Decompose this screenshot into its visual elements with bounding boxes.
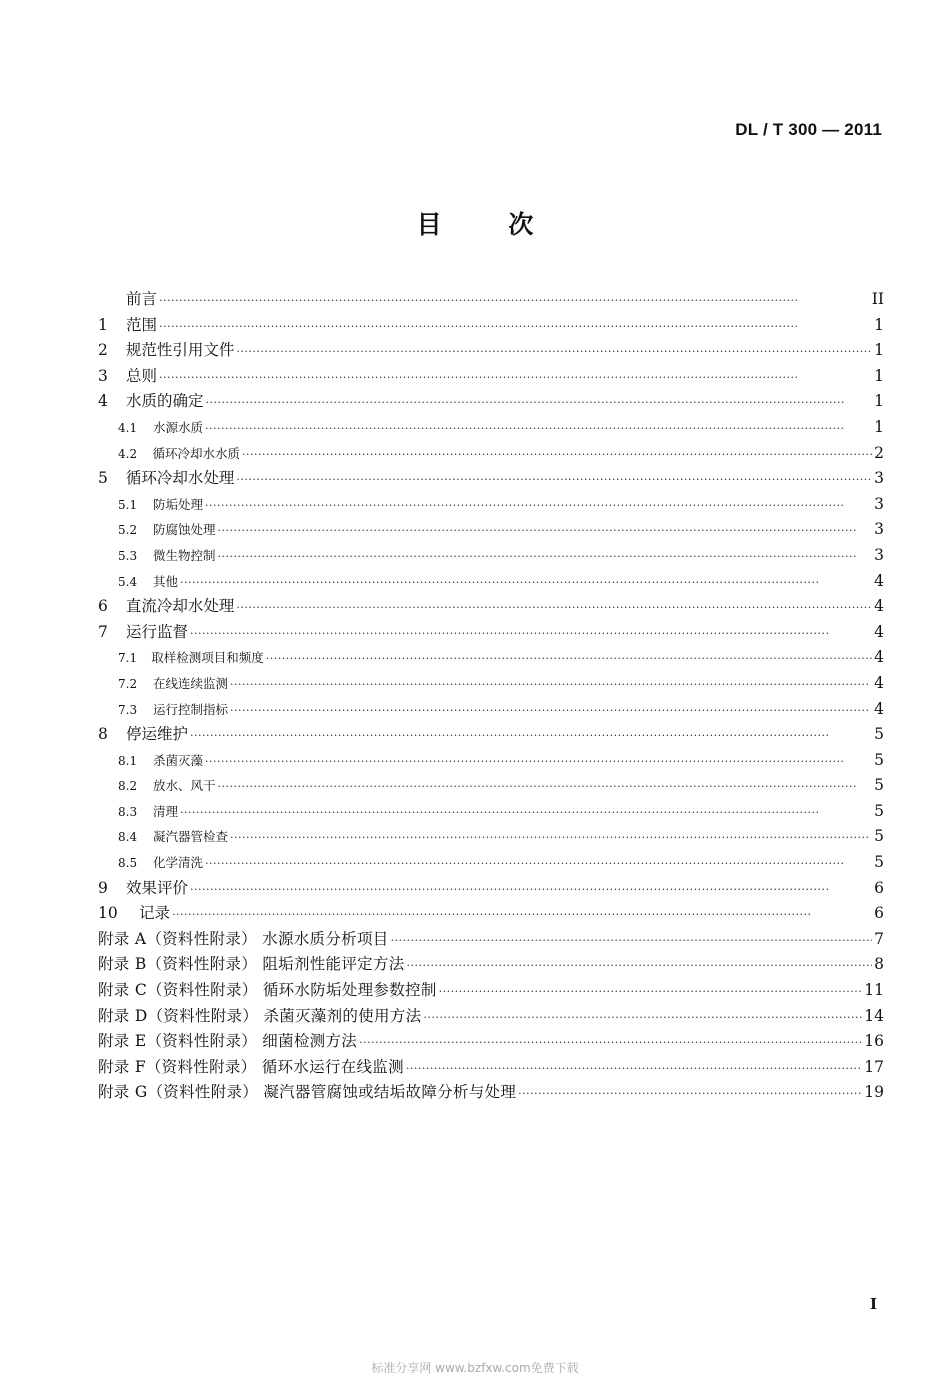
toc-entry[interactable] (98, 389, 884, 415)
toc-entry-page: 3 (874, 494, 884, 513)
toc-entry-number: 8.5 (118, 856, 138, 871)
toc-leader-dots (190, 723, 872, 749)
toc-entry-page: 1 (874, 341, 884, 360)
toc-entry[interactable] (98, 773, 884, 799)
toc-entry-page: 3 (874, 520, 884, 539)
toc-entry-label: 附录 A（资料性附录） 水源水质分析项目 (98, 929, 389, 948)
toc-entry-label: 附录 G（资料性附录） 凝汽器管腐蚀或结垢故障分析与处理 (98, 1083, 517, 1102)
toc-entry-number: 9 (98, 878, 108, 897)
toc-leader-dots (190, 877, 872, 903)
toc-entry-page: 5 (874, 801, 884, 820)
toc-entry[interactable] (98, 927, 884, 953)
toc-entry-label: 效果评价 (126, 878, 189, 897)
toc-entry-page: 4 (874, 648, 884, 667)
toc-entry-number: 1 (98, 315, 108, 334)
toc-entry-page: 17 (864, 1057, 884, 1076)
toc-entry-label: 其他 (153, 573, 179, 589)
toc-entry-page: 5 (874, 776, 884, 795)
toc-entry-page: II (871, 290, 884, 308)
page-title: 目 次 (416, 210, 534, 239)
toc-leader-dots (423, 1005, 862, 1031)
toc-entry[interactable] (98, 671, 884, 697)
toc-leader-dots (180, 570, 872, 596)
toc-leader-dots (205, 851, 872, 877)
toc-entry-number: 10 (98, 904, 118, 923)
toc-leader-dots (159, 365, 872, 391)
toc-leader-dots (205, 416, 872, 442)
toc-entry-page: 1 (874, 315, 884, 334)
toc-entry-number: 7.1 (118, 651, 138, 666)
toc-entry[interactable] (98, 543, 884, 569)
toc-entry-number: 5.3 (118, 548, 138, 563)
toc-entry-label: 化学清洗 (153, 855, 204, 871)
toc-entry[interactable] (98, 952, 884, 978)
toc-entry-page: 4 (874, 699, 884, 718)
toc-entry[interactable] (98, 492, 884, 518)
toc-entry-label: 防腐蚀处理 (153, 522, 216, 538)
toc-entry-page: 16 (864, 1032, 884, 1051)
toc-entry-number: 5 (98, 469, 108, 488)
toc-entry-page: 19 (864, 1083, 884, 1102)
toc-entry-page: 4 (874, 673, 884, 692)
toc-entry-label: 取样检测项目和频度 (151, 650, 264, 666)
toc-entry-label: 杀菌灭藻 (153, 752, 204, 768)
toc-entry[interactable] (98, 1055, 884, 1081)
toc-leader-dots (230, 825, 872, 851)
table-of-contents (98, 287, 884, 1106)
toc-entry-label: 在线连续监测 (153, 675, 229, 691)
toc-entry-number: 8.4 (118, 830, 138, 845)
page-folio: I (869, 1295, 877, 1313)
toc-entry-page: 6 (874, 878, 884, 897)
toc-entry-page: 5 (874, 750, 884, 769)
toc-entry[interactable] (98, 1004, 884, 1030)
toc-entry-page: 5 (874, 725, 884, 744)
toc-entry-number: 8.3 (118, 804, 138, 819)
toc-leader-dots (190, 621, 872, 647)
toc-leader-dots (236, 339, 872, 365)
toc-leader-dots (218, 774, 872, 800)
toc-entry[interactable] (98, 697, 884, 723)
toc-entry[interactable] (98, 799, 884, 825)
toc-entry-number: 4.1 (118, 420, 138, 435)
toc-leader-dots (180, 800, 872, 826)
toc-leader-dots (236, 595, 872, 621)
toc-entry-label: 附录 E（资料性附录） 细菌检测方法 (98, 1032, 358, 1051)
toc-entry-page: 3 (874, 545, 884, 564)
toc-entry-number: 8.1 (118, 753, 138, 768)
toc-entry[interactable] (98, 850, 884, 876)
toc-entry-label: 微生物控制 (153, 547, 216, 563)
toc-leader-dots (218, 544, 872, 570)
toc-leader-dots (236, 467, 872, 493)
toc-leader-dots (205, 493, 872, 519)
toc-entry[interactable] (98, 901, 884, 927)
toc-entry-label: 循环冷却水水质 (152, 445, 240, 461)
toc-leader-dots (406, 1056, 862, 1082)
toc-entry-number: 8 (98, 725, 108, 744)
toc-leader-dots (518, 1081, 862, 1107)
toc-entry-number: 4.2 (118, 446, 138, 461)
toc-entry-label: 附录 B（资料性附录） 阻垢剂性能评定方法 (98, 955, 405, 974)
toc-entry-page: 4 (874, 571, 884, 590)
toc-entry-label: 清理 (153, 803, 179, 819)
toc-entry-label: 运行控制指标 (153, 701, 229, 717)
toc-entry-label: 防垢处理 (153, 496, 204, 512)
toc-entry-label: 直流冷却水处理 (125, 597, 235, 616)
toc-entry-page: 2 (874, 443, 884, 462)
toc-entry-page: 14 (864, 1006, 884, 1025)
toc-entry[interactable] (98, 313, 884, 339)
toc-leader-dots (230, 672, 872, 698)
toc-entry[interactable] (98, 517, 884, 543)
toc-entry-label: 凝汽器管检查 (153, 829, 229, 845)
toc-entry[interactable] (98, 620, 884, 646)
toc-entry-page: 6 (874, 904, 884, 923)
toc-leader-dots (172, 902, 872, 928)
toc-entry-label: 范围 (126, 315, 158, 334)
toc-entry-page: 4 (874, 622, 884, 641)
toc-leader-dots (205, 749, 872, 775)
toc-entry[interactable] (98, 338, 884, 364)
toc-entry[interactable] (98, 441, 884, 467)
toc-entry-label: 附录 C（资料性附录） 循环水防垢处理参数控制 (98, 981, 437, 1000)
toc-entry-number: 7.2 (118, 676, 138, 691)
toc-entry-number: 8.2 (118, 779, 138, 794)
toc-entry-label: 运行监督 (126, 622, 189, 641)
watermark-text: 标准分享网 www.bzfxw.com免费下载 (371, 1361, 579, 1375)
toc-leader-dots (242, 442, 872, 468)
toc-entry-page: 8 (874, 955, 884, 974)
toc-entry-number: 5.4 (118, 574, 138, 589)
toc-entry-number: 4 (98, 392, 108, 411)
toc-entry-page: 11 (864, 981, 884, 1000)
toc-entry[interactable] (98, 287, 884, 313)
toc-leader-dots (159, 288, 870, 314)
toc-entry-number: 7 (98, 622, 108, 641)
toc-leader-dots (230, 698, 872, 724)
toc-entry-number: 6 (98, 597, 108, 616)
toc-entry-number: 5.2 (118, 523, 138, 538)
toc-entry-page: 1 (874, 392, 884, 411)
toc-entry-label: 规范性引用文件 (125, 341, 235, 360)
toc-entry-number: 5.1 (118, 497, 138, 512)
toc-entry-label: 水源水质 (153, 419, 204, 435)
toc-entry[interactable] (98, 594, 884, 620)
toc-entry-page: 7 (874, 929, 884, 948)
toc-entry-label: 放水、风干 (153, 778, 216, 794)
toc-entry[interactable] (98, 466, 884, 492)
toc-entry-label: 停运维护 (126, 725, 189, 744)
toc-entry[interactable] (98, 1080, 884, 1106)
toc-entry-number: 7.3 (118, 702, 138, 717)
toc-entry[interactable] (98, 978, 884, 1004)
toc-leader-dots (159, 314, 872, 340)
toc-entry-page: 1 (874, 366, 884, 385)
toc-leader-dots (439, 979, 863, 1005)
toc-entry[interactable] (98, 569, 884, 595)
toc-entry-number: 2 (98, 341, 108, 360)
toc-entry[interactable] (98, 722, 884, 748)
toc-leader-dots (266, 646, 872, 672)
toc-entry[interactable] (98, 415, 884, 441)
toc-entry-label: 附录 F（资料性附录） 循环水运行在线监测 (98, 1057, 404, 1076)
toc-entry-label: 前言 (126, 290, 158, 308)
toc-leader-dots (407, 953, 872, 979)
toc-entry[interactable] (98, 364, 884, 390)
toc-entry-page: 5 (874, 827, 884, 846)
toc-entry[interactable] (98, 748, 884, 774)
toc-entry[interactable] (98, 1029, 884, 1055)
toc-entry-page: 1 (874, 417, 884, 436)
toc-entry-label: 总则 (126, 366, 158, 385)
toc-leader-dots (206, 390, 872, 416)
toc-leader-dots (218, 518, 872, 544)
toc-leader-dots (391, 928, 872, 954)
toc-entry-label: 附录 D（资料性附录） 杀菌灭藻剂的使用方法 (98, 1006, 422, 1025)
toc-entry-page: 4 (874, 597, 884, 616)
toc-entry-number: 3 (98, 366, 108, 385)
toc-entry-page: 3 (874, 469, 884, 488)
toc-entry[interactable] (98, 645, 884, 671)
toc-entry-page: 5 (874, 853, 884, 872)
document-number: DL / T 300 — 2011 (735, 120, 882, 139)
toc-entry-label: 记录 (139, 904, 171, 923)
toc-entry-label: 水质的确定 (126, 392, 204, 411)
toc-entry[interactable] (98, 824, 884, 850)
toc-entry-label: 循环冷却水处理 (125, 469, 235, 488)
toc-leader-dots (359, 1030, 862, 1056)
toc-entry[interactable] (98, 876, 884, 902)
